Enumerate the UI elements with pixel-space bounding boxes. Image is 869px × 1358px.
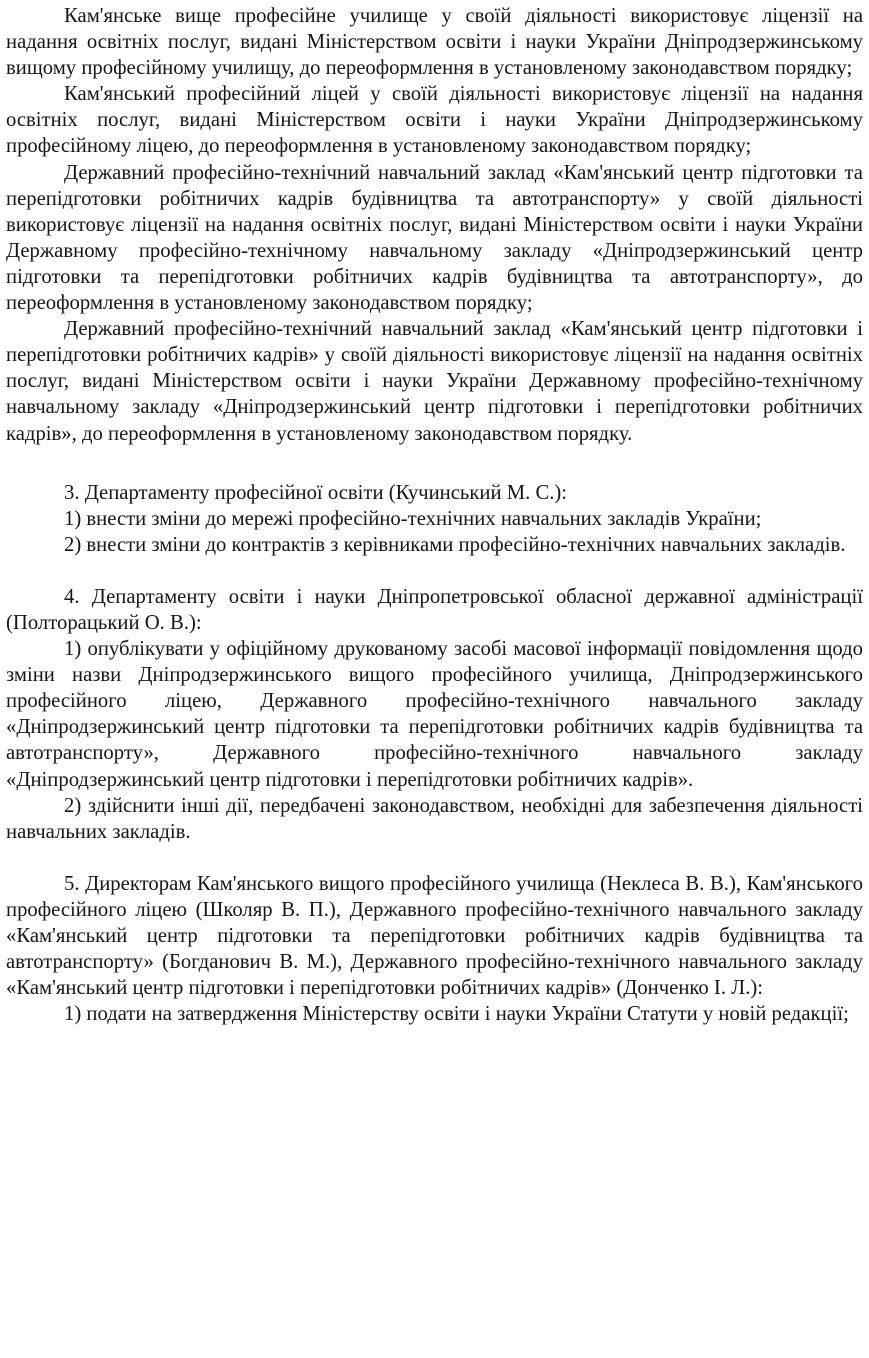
paragraph-construction-center-license: Державний професійно-технічний навчальний заклад «Кам'янський центр підготовки та перепідготовки робітничих кадрів будівництва та автотранспорту» у своїй діяльності використовує ліцензії на надання освітніх послуг, видані Міністерством освіти і науки України Державному професійно-технічному навчальному закладу «Дніпродзержинський центр підготовки та перепідготовки робітничих кадрів будівництва та автотранспорту», до переоформлення в установленому законодавством порядку; <box>6 161 863 315</box>
paragraph-vpu-license: Кам'янське вище професійне училище у своїй діяльності використовує ліцензії на надання освітніх послуг, видані Міністерством освіти і науки України Дніпродзержинському вищому професійному училищу, до переоформлення в установленому законодавством порядку; <box>6 5 863 80</box>
section-5-item-1: 1) подати на затвердження Міністерству освіти і науки України Статути у новій редакції; <box>64 1003 849 1026</box>
paragraph-lyceum-license: Кам'янський професійний ліцей у своїй діяльності використовує ліцензії на надання освітніх послуг, видані Міністерством освіти і науки України Дніпродзержинському професійному ліцею, до переоформлення в установленому законодавством порядку; <box>6 83 863 158</box>
section-4-item-2: 2) здійснити інші дії, передбачені законодавством, необхідні для забезпечення діяльності навчальних закладів. <box>6 794 863 843</box>
section-3-item-1: 1) внести зміни до мережі професійно-технічних навчальних закладів України; <box>64 507 762 530</box>
section-4-item-1: 1) опублікувати у офіційному друкованому засобі масової інформації повідомлення щодо зміни назви Дніпродзержинського вищого професійного училища, Дніпродзержинського професійного ліцею, Державного професійно-технічного навчального закладу «Дніпродзержинський центр підготовки та перепідготовки робітничих кадрів будівництва та автотранспорту», Державного професійно-технічного навчального закладу «Дніпродзержинський центр підготовки і перепідготовки робітничих кадрів». <box>6 638 863 791</box>
section-3-heading: 3. Департаменту професійної освіти (Кучинський М. С.): <box>64 481 568 504</box>
paragraph-training-center-license: Державний професійно-технічний навчальний заклад «Кам'янський центр підготовки і перепідготовки робітничих кадрів» у своїй діяльності використовує ліцензії на надання освітніх послуг, видані Міністерством освіти і науки України Державному професійно-технічному навчальному закладу «Дніпродзержинський центр підготовки і перепідготовки робітничих кадрів», до переоформлення в установленому законодавством порядку. <box>6 318 863 445</box>
section-3-item-2: 2) внести зміни до контрактів з керівниками професійно-технічних навчальних закладів. <box>64 533 846 556</box>
section-5-heading: 5. Директорам Кам'янського вищого професійного училища (Неклеса В. В.), Кам'янського професійного ліцею (Школяр В. П.), Державного професійно-технічного навчального закладу «Кам'янський центр підготовки та перепідготовки робітничих кадрів будівництва та автотранспорту» (Богданович В. М.), Державного професійно-технічного навчального закладу «Кам'янський центр підготовки і перепідготовки робітничих кадрів» (Донченко І. Л.): <box>6 872 863 1000</box>
section-4-heading: 4. Департаменту освіти і науки Дніпропетровської обласної державної адміністрації (Полторацький О. В.): <box>6 585 863 634</box>
